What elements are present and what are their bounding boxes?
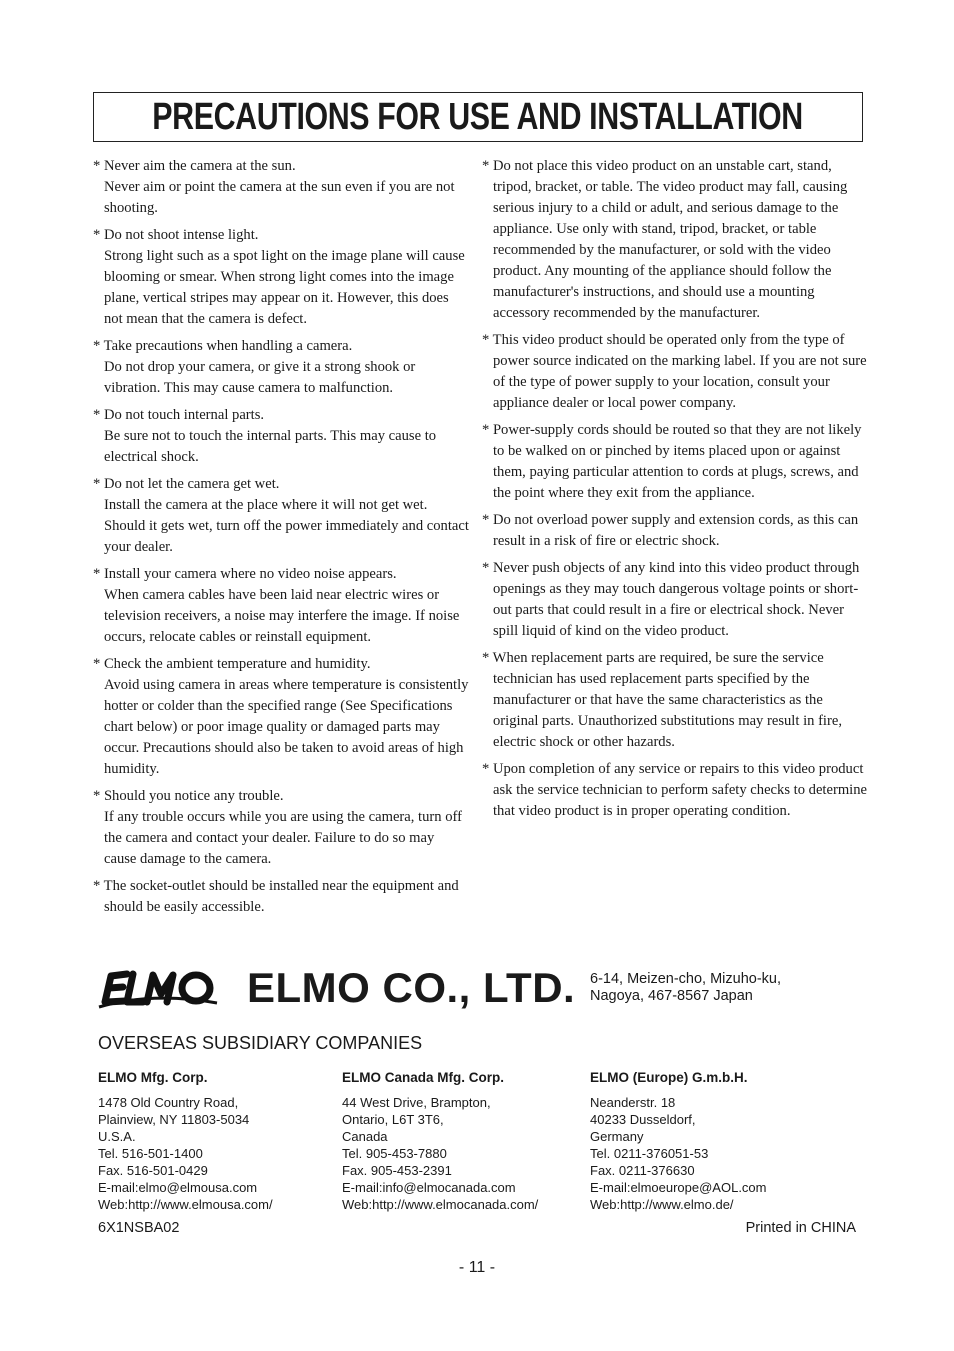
subsidiary-europe [590, 1069, 766, 1213]
phone-line: Tel. 516-501-1400 [98, 1146, 203, 1161]
web-line: Web:http://www.elmousa.com/ [98, 1197, 273, 1212]
precaution-text: * This video product should be operated only from the type of power source indicated on the marking label. If you are not sure of the type of power supply to your location, consult your appliance dealer or local power company. [482, 332, 867, 411]
precaution-heading: * Install your camera where no video noise appears. [93, 566, 397, 582]
precaution-heading: * Do not shoot intense light. [93, 227, 259, 243]
precaution-item [93, 876, 469, 918]
precaution-item [93, 405, 469, 468]
elmo-logo-icon [97, 966, 219, 1010]
precaution-text: * Do not overload power supply and extension cords, as this can result in a risk of fire or electric shock. [482, 512, 859, 549]
document-code: 6X1NSBA02 [98, 1220, 180, 1236]
page-title: PRECAUTIONS FOR USE AND INSTALLATION [152, 95, 804, 138]
fax-line: Fax. 905-453-2391 [342, 1163, 452, 1178]
subsidiary-name: ELMO Mfg. Corp. [98, 1070, 208, 1085]
precaution-heading: * Do not let the camera get wet. [93, 476, 280, 492]
left-column [93, 156, 469, 924]
precaution-text: * Do not place this video product on an unstable cart, stand, tripod, bracket, or table. The video product may fall, causing serious injury to a child or adult, and serious damage to the appliance. Use only with stand, tripod, bracket, or table recommended by the manufacturer, or sold with the video product. Any mounting of the appliance should follow the manufacturer's instructions, and should use a mounting accessory recommended by the manufacturer. [482, 158, 848, 321]
precaution-item [482, 558, 867, 642]
hq-address-line: Nagoya, 467-8567 Japan [590, 988, 753, 1004]
phone-line: Tel. 0211-376051-53 [590, 1146, 709, 1161]
precaution-text: Avoid using camera in areas where temperature is consistently hotter or colder than the specified range (See Specifications chart below) or poor image quality or damaged parts may occur. Precautions should also be taken to avoid areas of high humidity. [104, 677, 469, 777]
web-line: Web:http://www.elmo.de/ [590, 1197, 734, 1212]
precaution-text: Never aim or point the camera at the sun even if you are not shooting. [104, 179, 455, 216]
company-name: ELMO CO., LTD. [247, 964, 576, 1011]
subsidiary-canada [342, 1069, 538, 1213]
phone-line: Tel. 905-453-7880 [342, 1146, 447, 1161]
precaution-item [482, 420, 867, 504]
address-line: Plainview, NY 11803-5034 [98, 1112, 250, 1127]
address-line: U.S.A. [98, 1129, 136, 1144]
page-number: - 11 - [458, 1259, 496, 1276]
address-line: 1478 Old Country Road, [98, 1095, 239, 1110]
precaution-text: Be sure not to touch the internal parts. This may cause to electrical shock. [104, 428, 437, 465]
precaution-text: Install the camera at the place where it will not get wet. Should it gets wet, turn off the power immediately and contact your dealer. [104, 497, 469, 555]
precaution-item [93, 336, 469, 399]
precaution-item [482, 156, 867, 324]
address-line: 44 West Drive, Brampton, [342, 1095, 491, 1110]
precaution-text: If any trouble occurs while you are using the camera, turn off the camera and contact your dealer. Failure to do so may cause damage to the camera. [104, 809, 462, 867]
precaution-text: When camera cables have been laid near electric wires or television receivers, a noise may interfere the image. If noise occurs, relocate cables or reinstall equipment. [104, 587, 460, 645]
subsidiaries-title: OVERSEAS SUBSIDIARY COMPANIES [98, 1033, 423, 1053]
precaution-text: * Power-supply cords should be routed so that they are not likely to be walked on or pinched by items placed upon or against them, paying particular attention to cords at plugs, screws, and the point where they exit from the appliance. [482, 422, 862, 501]
right-column [482, 156, 867, 828]
fax-line: Fax. 516-501-0429 [98, 1163, 208, 1178]
precaution-heading: * Do not touch internal parts. [93, 407, 265, 423]
precaution-text: * When replacement parts are required, be sure the service technician has used replacement parts specified by the manufacturer or that have the same characteristics as the original parts. Unauthorized substitutions may result in fire, electric shock or other hazards. [482, 650, 842, 750]
email-line: E-mail:elmo@elmousa.com [98, 1180, 258, 1195]
subsidiary-name: ELMO Canada Mfg. Corp. [342, 1070, 504, 1085]
email-line: E-mail:elmoeurope@AOL.com [590, 1180, 767, 1195]
address-line: 40233 Dusseldorf, [590, 1112, 696, 1127]
precaution-item [93, 156, 469, 219]
precaution-text: * Never push objects of any kind into this video product through openings as they may touch dangerous voltage points or short-out parts that could result in a fire or electrical shock. Never spill liquid of kind on the video product. [482, 560, 860, 639]
hq-address-line: 6-14, Meizen-cho, Mizuho-ku, [590, 971, 781, 987]
precaution-heading: * Take precautions when handling a camera. [93, 338, 353, 354]
precaution-text: * Upon completion of any service or repairs to this video product ask the service technician to perform safety checks to determine that video product is in proper operating condition. [482, 761, 868, 819]
precaution-item [93, 474, 469, 558]
address-line: Canada [342, 1129, 388, 1144]
precaution-text: Do not drop your camera, or give it a strong shook or vibration. This may cause camera to malfunction. [104, 359, 416, 396]
precaution-heading: * Should you notice any trouble. [93, 788, 284, 804]
fax-line: Fax. 0211-376630 [590, 1163, 695, 1178]
address-line: Ontario, L6T 3T6, [342, 1112, 444, 1127]
page-title-box [93, 92, 863, 142]
hq-address [590, 971, 850, 1005]
precaution-item [93, 654, 469, 780]
precaution-heading: * Check the ambient temperature and humidity. [93, 656, 371, 672]
email-line: E-mail:info@elmocanada.com [342, 1180, 516, 1195]
address-line: Neanderstr. 18 [590, 1095, 676, 1110]
precaution-heading: * Never aim the camera at the sun. [93, 158, 296, 174]
precaution-heading: * The socket-outlet should be installed near the equipment and should be easily accessible. [93, 878, 459, 915]
precaution-item [93, 564, 469, 648]
precaution-item [93, 786, 469, 870]
precaution-item [482, 510, 867, 552]
precaution-text: Strong light such as a spot light on the image plane will cause blooming or smear. When strong light comes into the image plane, vertical stripes may appear on it. However, this does not mean that the camera is defect. [104, 248, 465, 327]
address-line: Germany [590, 1129, 644, 1144]
subsidiary-usa [98, 1069, 273, 1213]
precaution-item [482, 330, 867, 414]
web-line: Web:http://www.elmocanada.com/ [342, 1197, 539, 1212]
subsidiary-name: ELMO (Europe) G.m.b.H. [590, 1070, 748, 1085]
precaution-item [482, 648, 867, 753]
printed-in: Printed in CHINA [745, 1220, 856, 1236]
precaution-item [93, 225, 469, 330]
precaution-item [482, 759, 867, 822]
